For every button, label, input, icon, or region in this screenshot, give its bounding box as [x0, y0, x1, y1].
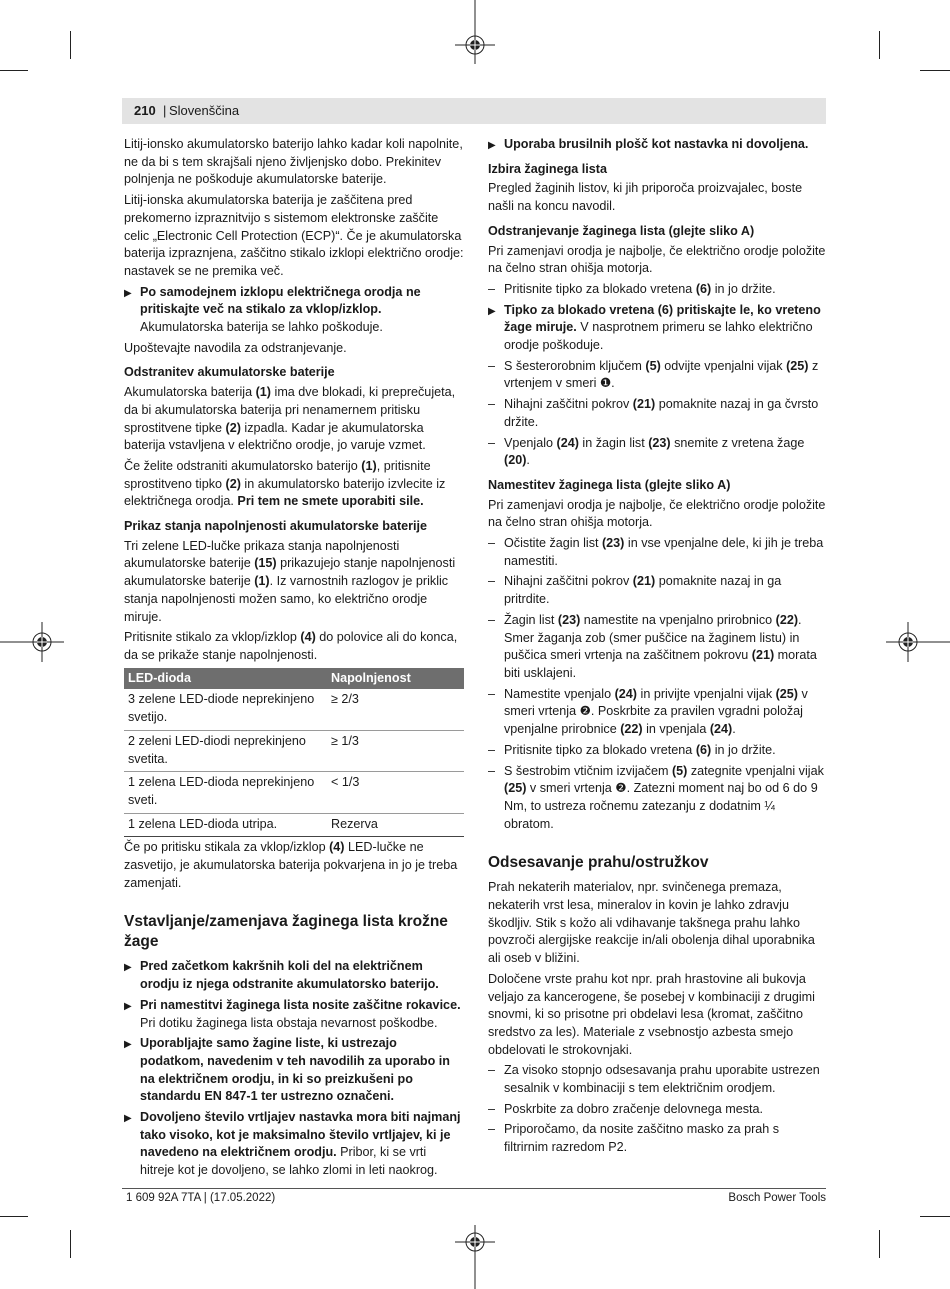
warning-text: Pri dotiku žaginega lista obstaja nevarnost poškodbe.	[140, 1015, 438, 1030]
warning-item	[488, 302, 826, 355]
paragraph: Določene vrste prahu kot npr. prah hrastovine ali bukovja veljajo za kancerogene, še posebej v kombinaciji z drugimi snovmi, ki so prisotne pri obdelavi lesa (kromat, zaščitno sredstvo za les). Materiale z vsebnostjo azbesta smejo obdelovati le strokovnjaki.	[488, 971, 815, 1057]
led-table	[124, 668, 464, 838]
table-row	[124, 813, 464, 837]
triangle-bullet-icon: ▶	[488, 140, 496, 151]
list-item: – Vpenjalo (24) in žagin list (23) snemite z vretena žage (20).	[488, 435, 805, 468]
right-column	[488, 136, 826, 1160]
paragraph: Pregled žaginih listov, ki jih priporoča proizvajalec, boste našli na koncu navodil.	[488, 181, 803, 214]
registration-mark-icon	[0, 622, 64, 662]
table-cell: ≥ 1/3	[327, 730, 464, 771]
table-row	[124, 772, 464, 813]
list-item: – Priporočamo, da nosite zaščitno masko za prah s filtrirnim razredom P2.	[488, 1122, 780, 1155]
list-item: – Nihajni zaščitni pokrov (21) pomaknite nazaj in ga pritrdite.	[488, 574, 782, 607]
warning-bold: Po samodejnem izklopu električnega orodja ne pritiskajte več na stikalo za vklop/izklop.	[140, 284, 421, 317]
subheading: Odstranitev akumulatorske baterije	[124, 365, 335, 380]
list-item: – Poskrbite za dobro zračenje delovnega mesta.	[488, 1101, 826, 1119]
paragraph: Upoštevajte navodila za odstranjevanje.	[124, 340, 347, 355]
crop-mark-icon	[920, 70, 950, 71]
dash-bullet: –	[488, 763, 496, 778]
warning-text: Akumulatorska baterija se lahko poškoduje.	[140, 320, 383, 335]
dash-bullet: –	[488, 1101, 496, 1116]
table-cell: ≥ 2/3	[327, 689, 464, 730]
list-item: – Pritisnite tipko za blokado vretena (6) in jo držite.	[488, 742, 826, 760]
warning-item	[124, 997, 464, 1032]
table-cell: < 1/3	[327, 772, 464, 813]
warning-bold: Uporaba brusilnih plošč kot nastavka ni dovoljena.	[504, 137, 809, 151]
registration-mark-icon	[455, 1225, 495, 1289]
dash-bullet: –	[488, 536, 496, 551]
dash-bullet: –	[488, 574, 496, 589]
warning-item	[124, 1035, 464, 1106]
warning-text: V nasprotnem primeru se lahko električno orodje poškoduje.	[504, 320, 813, 353]
dash-bullet: –	[488, 358, 496, 373]
triangle-bullet-icon: ▶	[488, 305, 496, 317]
list-item: – Za visoko stopnjo odsesavanja prahu uporabite ustrezen sesalnik v kombinaciji s tem električnim orodjem.	[488, 1063, 820, 1096]
list-item: – Očistite žagin list (23) in vse vpenjalne dele, ki jih je treba namestiti.	[488, 536, 824, 568]
dash-bullet: –	[488, 1063, 496, 1078]
paragraph: Če želite odstraniti akumulatorsko baterijo (1), pritisnite sprostitveno tipko (2) in akumulatorsko baterijo izvlecite iz električnega orodja. Pri tem ne smete uporabiti sile.	[124, 458, 446, 509]
crop-mark-icon	[920, 1216, 950, 1217]
crop-mark-icon	[70, 31, 71, 59]
page-header	[122, 98, 826, 124]
crop-mark-icon	[879, 1230, 880, 1258]
warning-bold: Pri namestitvi žaginega lista nosite zaščitne rokavice.	[140, 997, 461, 1012]
crop-mark-icon	[70, 1230, 71, 1258]
dash-bullet: –	[488, 281, 496, 296]
dash-bullet: –	[488, 1122, 496, 1137]
crop-mark-icon	[0, 1216, 28, 1217]
table-cell: 1 zelena LED-dioda neprekinjeno sveti.	[124, 772, 327, 813]
paragraph: Če po pritisku stikala za vklop/izklop (4) LED-lučke ne zasvetijo, je akumulatorska baterija pokvarjena in jo je treba zamenjati.	[124, 840, 458, 890]
subheading: Prikaz stanja napolnjenosti akumulatorske baterije	[124, 519, 428, 534]
subheading: Odstranjevanje žaginega lista (glejte sliko A)	[488, 223, 755, 238]
header-language: Slovenščina	[169, 103, 240, 118]
table-cell: Rezerva	[327, 813, 464, 837]
paragraph: Pri zamenjavi orodja je najbolje, če električno orodje položite na čelno stran ohišja motorja.	[488, 243, 826, 276]
crop-mark-icon	[0, 70, 28, 71]
list-item: – S šestrobim vtičnim izvijačem (5) zategnite vpenjalni vijak (25) v smeri vrtenja ❷. Zatezni moment naj bo od 6 do 9 Nm, to ustreza ročnemu zatezanju z dodatnim ¼ obratom.	[488, 763, 824, 831]
triangle-bullet-icon: ▶	[124, 287, 132, 299]
registration-mark-icon	[886, 622, 950, 662]
page-footer	[122, 1188, 826, 1204]
paragraph: Litij-ionska akumulatorska baterija je zaščitena pred prekomerno izpraznitvijo s sistemom elektronske zaščite celic „Electronic Cell Protection (ECP)“. Če je akumulatorska baterija izpraznjena, zaščitno stikalo izklopi električno orodje: nastavek se ne premika več.	[124, 193, 464, 278]
table-cell: 1 zelena LED-dioda utripa.	[124, 813, 327, 837]
footer-brand: Bosch Power Tools	[728, 1192, 826, 1204]
subheading: Namestitev žaginega lista (glejte sliko A)	[488, 477, 731, 492]
list-item: – Nihajni zaščitni pokrov (21) pomaknite nazaj in ga čvrsto držite.	[488, 397, 819, 429]
header-separator: |	[163, 103, 167, 118]
page-number: 210	[134, 103, 156, 118]
dash-bullet: –	[488, 612, 496, 627]
paragraph: Litij-ionsko akumulatorsko baterijo lahko kadar koli napolnite, ne da bi s tem skrajšali njeno življenjsko dobo. Prekinitev polnjenja ne poškoduje akumulatorske baterije.	[124, 137, 463, 187]
warning-item	[488, 136, 826, 154]
warning-bold: Dovoljeno število vrtljajev nastavka mora biti najmanj tako visoko, kot je maksimalno število vrtljajev, ki je navedeno na električnem orodju.	[140, 1110, 461, 1160]
paragraph: Prah nekaterih materialov, npr. svinčenega premaza, nekaterih vrst lesa, mineralov in kovin je lahko zdravju škodljiv. Stik s kožo ali vdihavanje takšnega prahu lahko povzroči alergijske reakcije in/ali obolenja dihal uporabnika ali oseb v bližini.	[488, 880, 815, 966]
list-item: – Žagin list (23) namestite na vpenjalno prirobnico (22). Smer žaganja zob (smer puščice na žaginem listu) in puščica smeri vrtenja na zaščitnem pokrovu (21) morata biti usklajeni.	[488, 612, 817, 680]
triangle-bullet-icon: ▶	[124, 1000, 132, 1012]
crop-mark-icon	[879, 31, 880, 59]
dash-bullet: –	[488, 397, 496, 412]
list-item: – Namestite vpenjalo (24) in privijte vpenjalni vijak (25) v smeri vrtenja ❷. Poskrbite za pravilen vgradni položaj vpenjalne prirobnice (22) in vpenjala (24).	[488, 686, 808, 737]
section-heading: Vstavljanje/zamenjava žaginega lista krožne žage	[124, 913, 448, 951]
table-cell: 3 zelene LED-diode neprekinjeno svetijo.	[124, 689, 327, 730]
paragraph: Pritisnite stikalo za vklop/izklop (4) do polovice ali do konca, da se prikaže stanje napolnjenosti.	[124, 630, 458, 662]
list-item: – Pritisnite tipko za blokado vretena (6) in jo držite.	[488, 281, 826, 299]
paragraph: Akumulatorska baterija (1) ima dve blokadi, ki preprečujeta, da bi akumulatorska baterija pri nenamernem pritisku sprostitvene tipke (2) izpadla. Kadar je akumulatorska baterija vstavljena v električno orodje, jo varuje vzmet.	[124, 385, 456, 453]
warning-text: Pribor, ki se vrti hitreje kot je dovoljeno, se lahko zlomi in leti naokrog.	[140, 1145, 438, 1178]
warning-item	[124, 958, 464, 993]
list-item: – S šesterorobnim ključem (5) odvijte vpenjalni vijak (25) z vrtenjem v smeri ❶.	[488, 358, 819, 391]
dash-bullet: –	[488, 435, 496, 450]
dash-bullet: –	[488, 686, 496, 701]
warning-bold: Pred začetkom kakršnih koli del na električnem orodju iz njega odstranite akumulatorsko baterijo.	[140, 959, 439, 992]
paragraph: Tri zelene LED-lučke prikaza stanja napolnjenosti akumulatorske baterije (15) prikazujejo stanje napolnjenosti akumulatorske baterije (1). Iz varnostnih razlogov je priklic stanja napolnjenosti možen samo, ko električno orodje miruje.	[124, 538, 456, 624]
paragraph: Pri zamenjavi orodja je najbolje, če električno orodje položite na čelno stran ohišja motorja.	[488, 497, 826, 530]
warning-item	[124, 1109, 464, 1180]
dash-bullet: –	[488, 742, 496, 757]
footer-doc-number: 1 609 92A 7TA | (17.05.2022)	[126, 1192, 276, 1204]
table-cell: 2 zeleni LED-diodi neprekinjeno svetita.	[124, 730, 327, 771]
warning-item	[124, 284, 464, 337]
left-column	[124, 136, 464, 1183]
table-row	[124, 689, 464, 730]
table-row	[124, 730, 464, 771]
warning-bold: Uporabljajte samo žagine liste, ki ustrezajo podatkom, navedenim v teh navodilih za uporabo in na električnem orodju, in ki so preizkušeni po standardu EN 847-1 ter ustrezno označeni.	[140, 1036, 450, 1104]
table-header-cell: LED-dioda	[124, 668, 327, 690]
table-header-cell: Napolnjenost	[327, 668, 464, 690]
triangle-bullet-icon: ▶	[124, 1113, 132, 1125]
triangle-bullet-icon: ▶	[124, 962, 132, 974]
triangle-bullet-icon: ▶	[124, 1039, 132, 1051]
section-heading: Odsesavanje prahu/ostružkov	[488, 854, 709, 872]
warning-bold: Tipko za blokado vretena (6) pritiskajte le, ko vreteno žage miruje.	[504, 302, 821, 335]
table-header-row	[124, 668, 464, 690]
registration-mark-icon	[455, 0, 495, 64]
subheading: Izbira žaginega lista	[488, 161, 607, 176]
